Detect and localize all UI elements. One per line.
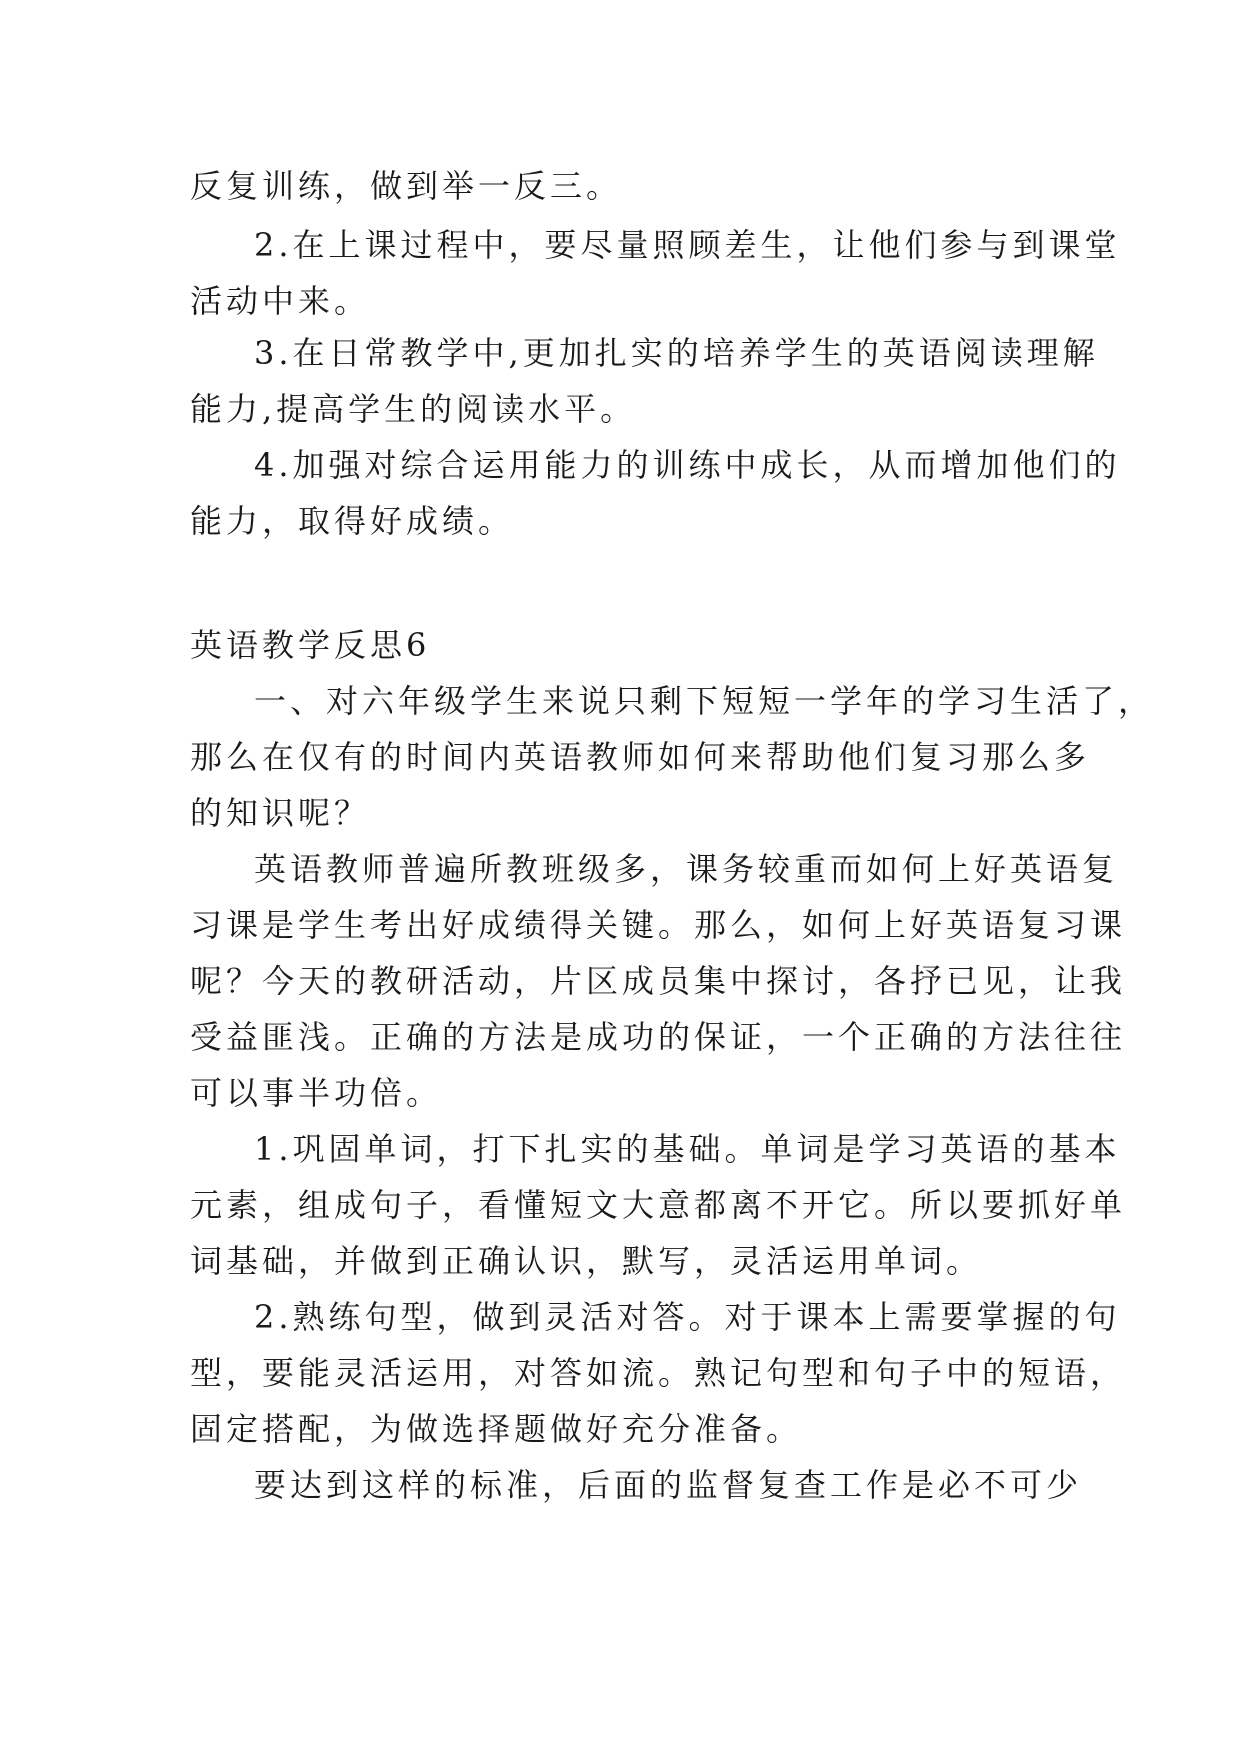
text-line: 要达到这样的标准，后面的监督复查工作是必不可少 (254, 1466, 1083, 1504)
text-line: 2.熟练句型，做到灵活对答。对于课本上需要掌握的句 (254, 1298, 1121, 1336)
text-line: 英语教师普遍所教班级多，课务较重而如何上好英语复 (254, 850, 1119, 888)
text-line: 4.加强对综合运用能力的训练中成长，从而增加他们的 (254, 446, 1121, 484)
text-line: 固定搭配，为做选择题做好充分准备。 (190, 1410, 803, 1448)
text-line: 型，要能灵活运用，对答如流。熟记句型和句子中的短语， (190, 1354, 1127, 1392)
text-line: 能力,提高学生的阅读水平。 (190, 390, 637, 428)
text-line: 受益匪浅。正确的方法是成功的保证，一个正确的方法往往 (190, 1018, 1127, 1056)
text-line: 反复训练，做到举一反三。 (190, 167, 623, 205)
text-line: 习课是学生考出好成绩得关键。那么，如何上好英语复习课 (190, 906, 1127, 944)
text-line: 2.在上课过程中，要尽量照顾差生，让他们参与到课堂 (254, 226, 1121, 264)
text-line: 呢？今天的教研活动，片区成员集中探讨，各抒已见，让我 (190, 962, 1127, 1000)
text-line: 元素，组成句子，看懂短文大意都离不开它。所以要抓好单 (190, 1186, 1127, 1224)
text-line: 能力，取得好成绩。 (190, 502, 515, 540)
text-line: 词基础，并做到正确认识，默写，灵活运用单词。 (190, 1242, 983, 1280)
text-line: 一、对六年级学生来说只剩下短短一学年的学习生活了， (254, 682, 1155, 720)
text-line: 那么在仅有的时间内英语教师如何来帮助他们复习那么多 (190, 738, 1091, 776)
section-heading: 英语教学反思6 (190, 626, 431, 664)
text-line: 3.在日常教学中,更加扎实的培养学生的英语阅读理解 (254, 334, 1099, 372)
text-line: 的知识呢？ (190, 794, 371, 832)
text-line: 1.巩固单词，打下扎实的基础。单词是学习英语的基本 (254, 1130, 1121, 1168)
text-line: 可以事半功倍。 (190, 1074, 443, 1112)
text-line: 活动中来。 (190, 282, 371, 320)
